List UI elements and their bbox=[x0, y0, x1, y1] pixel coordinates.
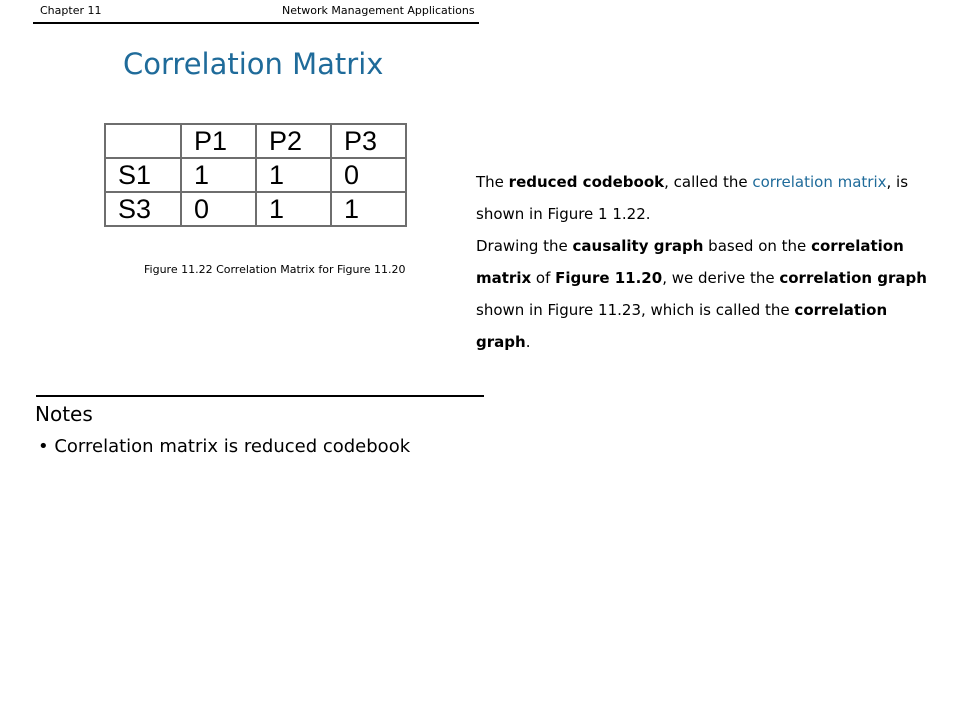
description-paragraph bbox=[476, 166, 946, 230]
text-run: shown in Figure 11.23, which is called the bbox=[476, 301, 795, 319]
description-paragraph bbox=[476, 230, 946, 358]
table-cell: P1 bbox=[181, 124, 256, 158]
text-run: based on the bbox=[703, 237, 812, 255]
figure-caption: Figure 11.22 Correlation Matrix for Figure 11.20 bbox=[144, 263, 406, 276]
chapter-title: Network Management Applications bbox=[282, 4, 475, 17]
table-cell: 0 bbox=[181, 192, 256, 226]
table-cell: 1 bbox=[331, 192, 406, 226]
page-title: Correlation Matrix bbox=[123, 47, 384, 81]
bold-term: correlation graph bbox=[779, 269, 927, 287]
text-run: , is shown in Figure 1 1.22. bbox=[476, 173, 909, 223]
table-row bbox=[105, 192, 406, 226]
table-cell: P3 bbox=[331, 124, 406, 158]
text-run: The bbox=[476, 173, 509, 191]
text-run: . bbox=[525, 333, 531, 351]
table-row bbox=[105, 158, 406, 192]
notes-bullet-item: • Correlation matrix is reduced codebook bbox=[38, 436, 411, 457]
header-divider bbox=[33, 22, 479, 24]
bold-term: correlation graph bbox=[476, 301, 888, 351]
correlation-matrix-table bbox=[104, 123, 407, 227]
bold-term: Figure 11.20 bbox=[555, 269, 663, 287]
table-cell bbox=[105, 124, 181, 158]
text-run: Drawing the bbox=[476, 237, 573, 255]
notes-divider bbox=[36, 395, 484, 397]
table-cell: 1 bbox=[256, 192, 331, 226]
table-header-row bbox=[105, 124, 406, 158]
chapter-label: Chapter 11 bbox=[40, 4, 102, 17]
table-cell: S1 bbox=[105, 158, 181, 192]
table-cell: P2 bbox=[256, 124, 331, 158]
table-cell: 1 bbox=[181, 158, 256, 192]
text-run: , we derive the bbox=[662, 269, 780, 287]
table-cell: 0 bbox=[331, 158, 406, 192]
text-run: , called the bbox=[664, 173, 753, 191]
highlighted-term: correlation matrix bbox=[752, 173, 887, 191]
text-run: of bbox=[531, 269, 556, 287]
table-cell: 1 bbox=[256, 158, 331, 192]
bold-term: causality graph bbox=[572, 237, 704, 255]
table-cell: S3 bbox=[105, 192, 181, 226]
bold-term: correlation matrix bbox=[476, 237, 904, 287]
notes-heading: Notes bbox=[35, 402, 93, 426]
bold-term: reduced codebook bbox=[508, 173, 665, 191]
